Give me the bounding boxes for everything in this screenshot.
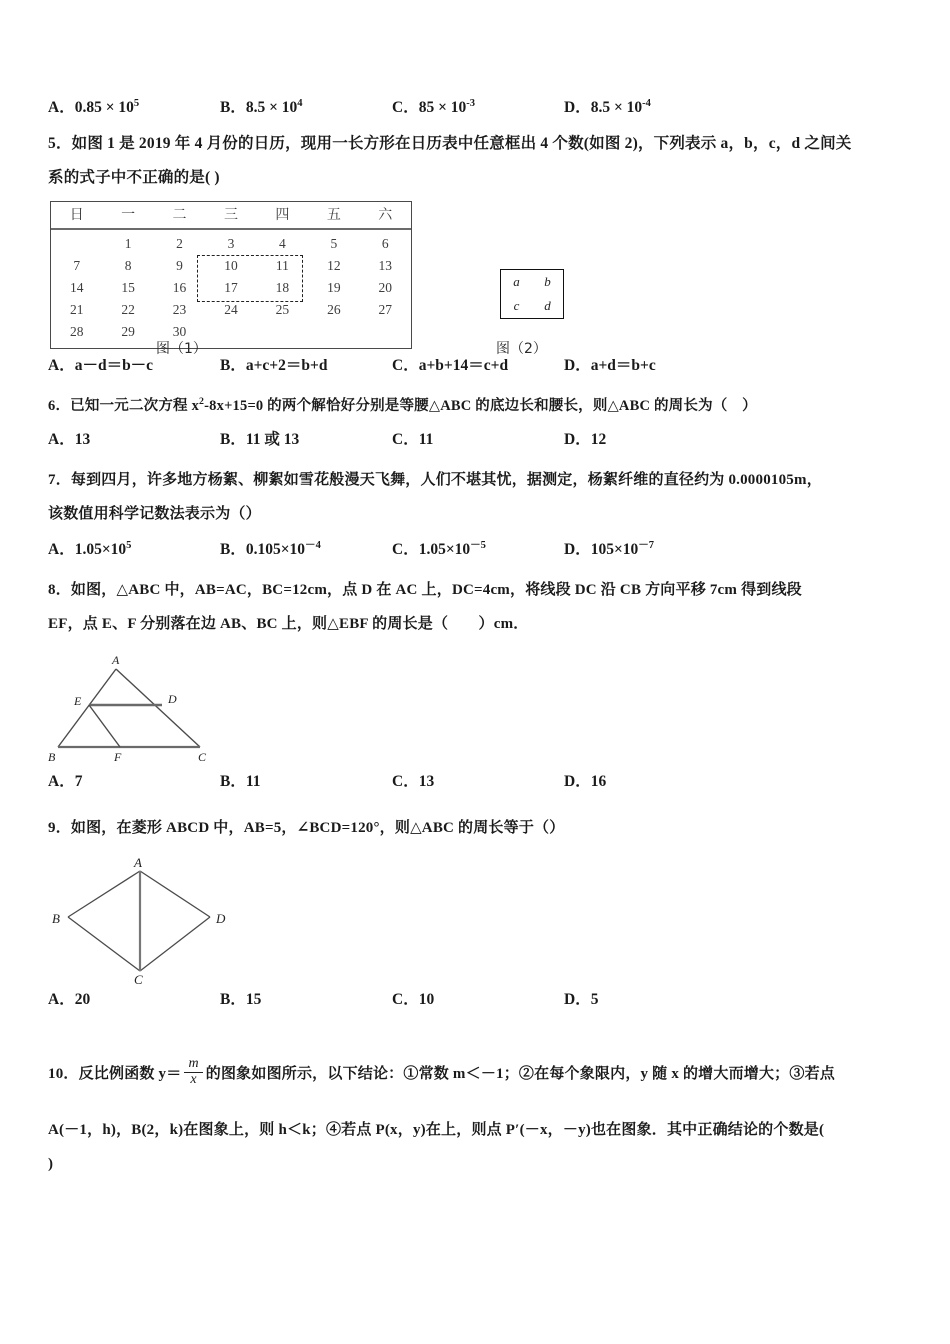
q8-triangle-figure bbox=[48, 647, 908, 765]
q5-stem-line1: 5．如图 1 是 2019 年 4 月份的日历，现用一长方形在日历表中任意框出 4 个数(如图 2)，下列表示 a，b，c，d 之间关 bbox=[48, 135, 852, 152]
q7-option-c[interactable] bbox=[392, 535, 564, 565]
calendar-day-cell: 5 bbox=[330, 236, 338, 251]
q7-option-a-label: A．1.05×10 bbox=[48, 541, 127, 558]
calendar-header-cell: 日 bbox=[69, 207, 84, 223]
calendar-header-row bbox=[51, 202, 411, 230]
calendar-header-cell: 三 bbox=[223, 207, 238, 223]
q6-stem bbox=[48, 389, 908, 423]
calendar-day-cell: 24 bbox=[224, 302, 238, 317]
abcd-box-row-top bbox=[501, 270, 563, 294]
q10-stem-line2: A(－1，h)，B(2，k)在图象上，则 h＜k；④若点 P(x，y)在上，则点 P′(－x，－y)也在图象．其中正确结论的个数是( bbox=[48, 1122, 825, 1138]
calendar-body bbox=[51, 230, 411, 348]
inverse-proportion-fraction bbox=[184, 1057, 202, 1087]
calendar-row bbox=[51, 255, 411, 277]
calendar-day-cell: 19 bbox=[327, 280, 341, 295]
figure-1-caption: 图（1） bbox=[156, 341, 207, 357]
calendar-day-cell bbox=[360, 321, 411, 343]
q6-stem-post: -8x+15=0 的两个解恰好分别是等腰△ABC 的底边长和腰长，则△ABC 的周长为（ ） bbox=[204, 398, 757, 414]
q6-option-b[interactable]: B．11 或 13 bbox=[220, 431, 300, 448]
q5-stem-line2: 系的式子中不正确的是( ) bbox=[48, 169, 220, 186]
triangle-abc-svg bbox=[48, 647, 258, 765]
triangle-label-A: A bbox=[112, 653, 120, 667]
calendar-day-cell: 26 bbox=[327, 302, 341, 317]
calendar-day-cell: 10 bbox=[224, 258, 238, 273]
rhombus-abcd-svg bbox=[48, 853, 298, 985]
calendar-figure-1 bbox=[50, 201, 412, 349]
calendar-day-cell bbox=[205, 321, 256, 343]
calendar-header-cell: 二 bbox=[172, 207, 187, 223]
q4-option-c-label: C．85 × 10 bbox=[392, 99, 467, 116]
q9-stem: 9．如图，在菱形 ABCD 中，AB=5，∠BCD=120°，则△ABC 的周长等于（） bbox=[48, 820, 565, 836]
q8-stem-line1: 8．如图，△ABC 中，AB=AC，BC=12cm，点 D 在 AC 上，DC=4cm，将线段 DC 沿 CB 方向平移 7cm 得到线段 bbox=[48, 582, 802, 598]
calendar-header-cell: 六 bbox=[378, 207, 393, 223]
calendar-day-cell: 22 bbox=[121, 302, 135, 317]
q4-option-d-exponent: -4 bbox=[642, 97, 651, 109]
q6-option-a[interactable]: A．13 bbox=[48, 431, 91, 448]
calendar-day-cell: 7 bbox=[73, 258, 81, 273]
q4-option-b-exponent: 4 bbox=[297, 97, 303, 109]
calendar-day-cell: 1 bbox=[124, 236, 132, 251]
fraction-denominator: x bbox=[184, 1072, 202, 1088]
q7-options-row bbox=[48, 535, 908, 565]
q7-stem-line2: 该数值用科学记数法表示为（） bbox=[48, 506, 261, 522]
q7-option-b[interactable] bbox=[220, 535, 392, 565]
q4-option-a-label: A．0.85 × 10 bbox=[48, 99, 134, 116]
q4-option-b-label: B．8.5 × 10 bbox=[220, 99, 298, 116]
q4-option-a-exponent: 5 bbox=[133, 97, 140, 109]
q5-figures bbox=[48, 195, 908, 355]
calendar-day-cell: 8 bbox=[124, 258, 132, 273]
calendar-day-cell: 15 bbox=[121, 280, 135, 295]
q7-option-a[interactable] bbox=[48, 535, 220, 565]
q5-option-a[interactable]: A．a－d＝b－c bbox=[48, 357, 154, 374]
abcd-cell-b: b bbox=[544, 274, 551, 289]
q9-option-c[interactable]: C．10 bbox=[392, 991, 435, 1008]
rhombus-label-A: A bbox=[134, 855, 142, 870]
triangle-label-C: C bbox=[198, 750, 207, 764]
calendar-day-cell: 18 bbox=[275, 280, 290, 295]
calendar-day-cell: 16 bbox=[172, 280, 187, 295]
calendar-row bbox=[51, 299, 411, 321]
q6-stem-pre: 6．已知一元二次方程 x bbox=[48, 398, 200, 414]
q9-option-b[interactable]: B．15 bbox=[220, 991, 262, 1008]
q6-stem-exponent: 2 bbox=[199, 396, 205, 408]
calendar-header-cell: 五 bbox=[326, 207, 341, 223]
q9-rhombus-figure bbox=[48, 853, 908, 985]
calendar-header-cell: 四 bbox=[275, 207, 290, 223]
calendar-day-cell: 30 bbox=[172, 324, 187, 339]
calendar-day-cell: 21 bbox=[69, 302, 84, 317]
q4-option-c[interactable] bbox=[392, 93, 564, 123]
calendar-day-cell: 28 bbox=[69, 324, 84, 339]
calendar-day-cell: 20 bbox=[378, 280, 392, 295]
calendar-day-cell: 12 bbox=[327, 258, 341, 273]
q7-option-d-label: D．105×10 bbox=[564, 541, 639, 558]
q7-option-c-exponent: －5 bbox=[470, 539, 486, 551]
q7-option-a-exponent: 5 bbox=[126, 539, 132, 551]
q9-option-d[interactable]: D．5 bbox=[564, 991, 599, 1008]
calendar-day-cell: 13 bbox=[378, 258, 392, 273]
calendar-day-cell: 27 bbox=[378, 302, 392, 317]
q9-options-row bbox=[48, 985, 908, 1015]
q7-stem-line1: 7．每到四月，许多地方杨絮、柳絮如雪花般漫天飞舞，人们不堪其忧，据测定，杨絮纤维的直径约为 0.0000105m， bbox=[48, 472, 822, 488]
q7-option-c-label: C．1.05×10 bbox=[392, 541, 471, 558]
calendar-row bbox=[51, 233, 411, 255]
q10-stem-pre: 10．反比例函数 y＝ bbox=[48, 1066, 182, 1082]
fraction-numerator: m bbox=[188, 1056, 199, 1072]
rhombus-label-D: D bbox=[216, 911, 226, 926]
q6-option-d[interactable]: D．12 bbox=[564, 431, 607, 448]
q8-stem-line2: EF，点 E、F 分别落在边 AB、BC 上，则△EBF 的周长是（ ）cm． bbox=[48, 616, 529, 632]
calendar-day-cell bbox=[308, 321, 359, 343]
abcd-box-row-bottom bbox=[501, 294, 563, 318]
q5-option-d[interactable]: D．a+d＝b+c bbox=[564, 357, 656, 374]
calendar-day-cell: 4 bbox=[279, 236, 286, 251]
q10-stem-line3: ) bbox=[48, 1156, 54, 1172]
rhombus-label-B: B bbox=[52, 911, 60, 926]
calendar-row bbox=[51, 277, 411, 299]
calendar-day-cell: 2 bbox=[176, 236, 183, 251]
calendar-day-cell bbox=[51, 233, 102, 255]
calendar-day-cell bbox=[257, 321, 308, 343]
q6-option-c[interactable]: C．11 bbox=[392, 431, 434, 448]
q6-options-row bbox=[48, 425, 908, 455]
q10-stem-line1 bbox=[48, 1057, 908, 1091]
q8-option-a[interactable]: A．7 bbox=[48, 773, 83, 790]
calendar-day-cell: 6 bbox=[381, 236, 389, 251]
q7-option-b-label: B．0.105×10 bbox=[220, 541, 306, 558]
calendar-day-cell: 23 bbox=[172, 302, 187, 317]
q5-option-b[interactable]: B．a+c+2＝b+d bbox=[220, 357, 328, 374]
calendar-day-cell: 29 bbox=[121, 324, 135, 339]
q8-option-c[interactable]: C．13 bbox=[392, 773, 435, 790]
q7-option-d-exponent: －7 bbox=[638, 539, 655, 551]
calendar-header-cell: 一 bbox=[121, 207, 136, 223]
q4-option-a[interactable] bbox=[48, 93, 220, 123]
calendar-day-cell: 17 bbox=[224, 280, 238, 295]
abcd-cell-d: d bbox=[544, 298, 551, 313]
calendar-day-cell: 11 bbox=[275, 258, 289, 273]
q4-options-row bbox=[48, 93, 908, 123]
abcd-cell-a: a bbox=[513, 274, 520, 289]
rhombus-label-C: C bbox=[134, 972, 143, 985]
calendar-day-cell: 25 bbox=[275, 302, 290, 317]
q4-option-c-exponent: -3 bbox=[466, 97, 476, 109]
triangle-label-D: D bbox=[168, 692, 177, 706]
q8-option-b[interactable]: B．11 bbox=[220, 773, 261, 790]
page-content bbox=[48, 0, 908, 1181]
calendar-day-cell: 3 bbox=[227, 236, 235, 251]
q10-stem-mid: 的图象如图所示，以下结论：①常数 m＜－1；②在每个象限内，y 随 x 的增大而增大；③若点 bbox=[205, 1066, 835, 1082]
calendar-row bbox=[51, 321, 411, 343]
q5-option-c[interactable]: C．a+b+14＝c+d bbox=[392, 357, 509, 374]
q7-option-b-exponent: －4 bbox=[305, 539, 321, 551]
triangle-label-F: F bbox=[114, 750, 122, 764]
q7-option-d[interactable] bbox=[564, 535, 736, 565]
triangle-label-B: B bbox=[48, 750, 56, 764]
q8-option-d[interactable]: D．16 bbox=[564, 773, 607, 790]
calendar-day-cell: 14 bbox=[69, 280, 84, 295]
q4-option-d-label: D．8.5 × 10 bbox=[564, 99, 643, 116]
abcd-cell-c: c bbox=[513, 298, 520, 313]
triangle-label-E: E bbox=[74, 694, 82, 708]
q8-options-row bbox=[48, 767, 908, 797]
q9-option-a[interactable]: A．20 bbox=[48, 991, 91, 1008]
calendar-day-cell: 9 bbox=[176, 258, 183, 273]
abcd-box-figure-2 bbox=[500, 269, 564, 319]
q4-option-d[interactable] bbox=[564, 93, 736, 123]
figure-2-caption: 图（2） bbox=[496, 341, 547, 357]
q4-option-b[interactable] bbox=[220, 93, 392, 123]
